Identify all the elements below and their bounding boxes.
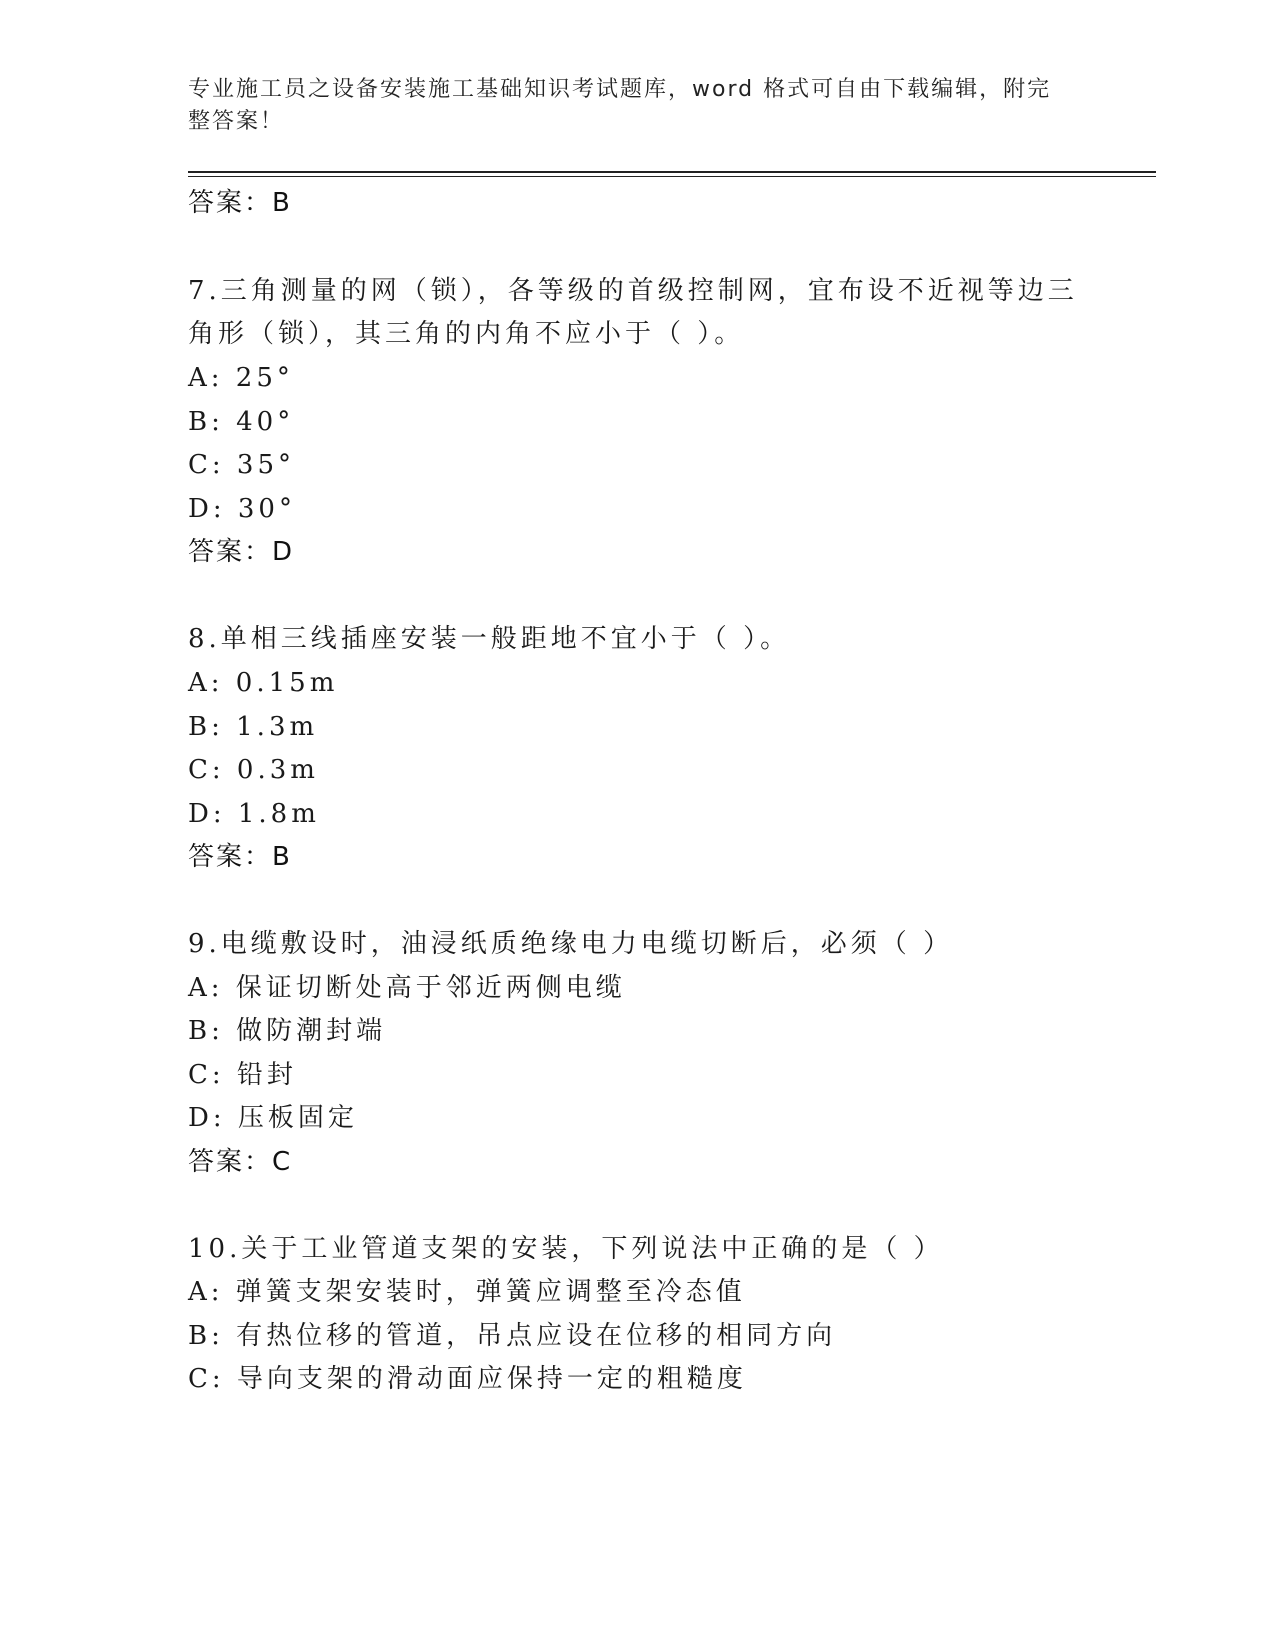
question-8-option-b: B: 1.3m [188, 712, 319, 742]
question-10-stem: 10.关于工业管道支架的安装，下列说法中正确的是（ ） [188, 1234, 944, 1264]
question-9-stem: 9.电缆敷设时，油浸纸质绝缘电力电缆切断后，必须（ ） [188, 929, 954, 959]
question-8-answer: 答案：B [188, 842, 292, 872]
question-9-option-a: A: 保证切断处高于邻近两侧电缆 [188, 973, 626, 1003]
question-7-option-b: B: 40° [188, 407, 295, 437]
question-9-option-c: C: 铅封 [188, 1060, 297, 1090]
question-7-option-c: C: 35° [188, 450, 296, 480]
question-10-option-a: A: 弹簧支架安装时，弹簧应调整至冷态值 [188, 1277, 746, 1307]
header-rule-top [188, 171, 1156, 173]
question-9-answer: 答案：C [188, 1147, 293, 1177]
header-line-1: 专业施工员之设备安装施工基础知识考试题库，word 格式可自由下载编辑，附完 [188, 77, 1052, 102]
question-7-option-d: D: 30° [188, 494, 296, 524]
question-7-answer: 答案：D [188, 537, 295, 567]
question-7-stem-line-2: 角形（锁），其三角的内角不应小于（ ）。 [188, 319, 745, 349]
question-9-option-d: D: 压板固定 [188, 1103, 358, 1133]
question-7-stem-line-1: 7.三角测量的网（锁），各等级的首级控制网，宜布设不近视等边三 [188, 276, 1078, 306]
question-8-option-d: D: 1.8m [188, 799, 320, 829]
header-line-2: 整答案！ [188, 109, 285, 134]
header-rule-bottom [188, 176, 1156, 177]
question-8-option-a: A: 0.15m [188, 668, 339, 698]
question-8-stem: 8.单相三线插座安装一般距地不宜小于（ ）。 [188, 624, 791, 654]
question-9-option-b: B: 做防潮封端 [188, 1016, 387, 1046]
previous-answer: 答案：B [188, 188, 292, 218]
document-header [188, 74, 1088, 138]
question-7-option-a: A: 25° [188, 363, 294, 393]
question-10-option-b: B: 有热位移的管道，吊点应设在位移的相同方向 [188, 1321, 837, 1351]
question-8-option-c: C: 0.3m [188, 755, 319, 785]
question-10-option-c: C: 导向支架的滑动面应保持一定的粗糙度 [188, 1364, 747, 1394]
